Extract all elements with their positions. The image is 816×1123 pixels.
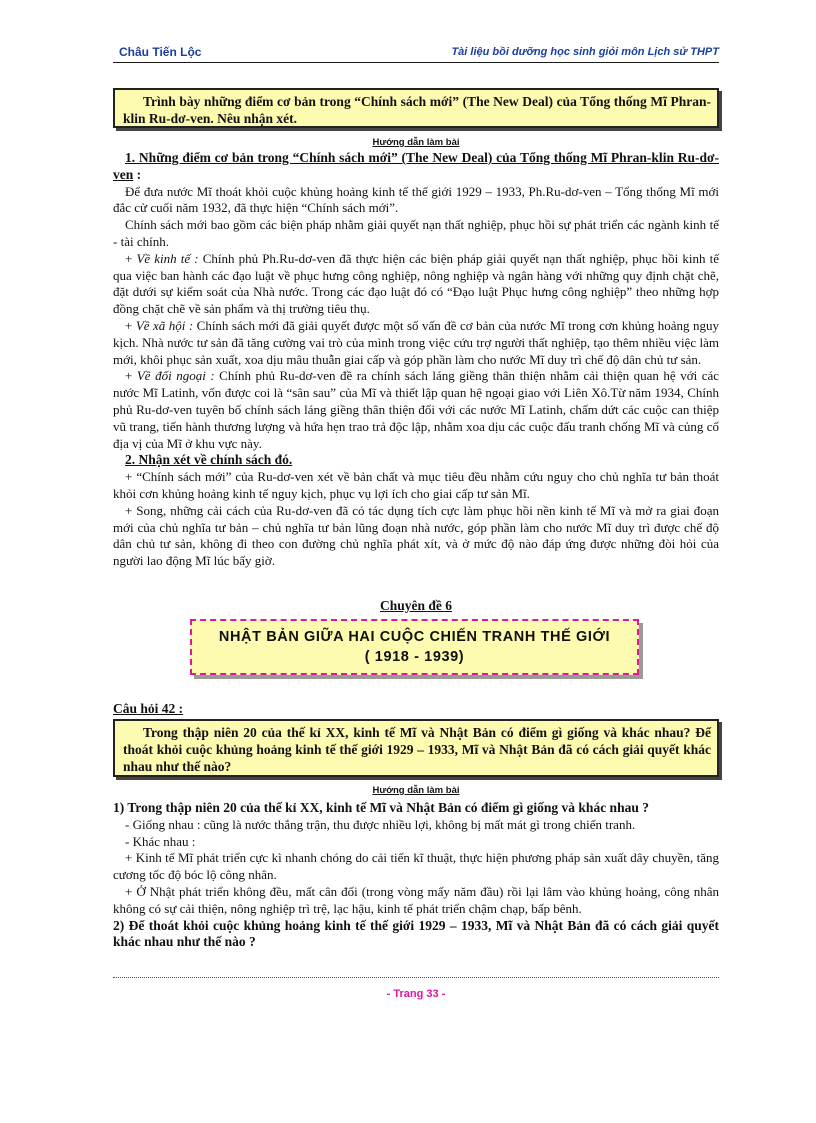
question-box: Trình bày những điểm cơ bản trong “Chính sách mới” (The New Deal) của Tổng thống Mĩ Phran-klin Ru-dơ-ven. Nêu nhận xét. — [113, 88, 719, 128]
paragraph: + Song, những cải cách của Ru-dơ-ven đã có tác dụng tích cực làm phục hồi nền kinh tế Mĩ và mở ra giai đoạn mới của chủ nghĩa tư bản – chủ nghĩa tư bản lũng đoạn nhà nước, góp phần làm cho nước Mĩ duy trì được chế độ dân chủ tư sản, không đi theo con đường chủ nghĩa phát xít, và ở mức độ nào đáp ứng được những đòi hỏi của người lao động Mĩ lúc bấy giờ. — [113, 502, 719, 569]
question-box: Trong thập niên 20 của thế kỉ XX, kinh tế Mĩ và Nhật Bản có điểm gì giống và khác nhau? Để thoát khỏi cuộc khủng hoảng kinh tế thế giới 1929 – 1933, Mĩ và Nhật Bản đã có cách giải quyết khác nhau như thế nào? — [113, 719, 719, 777]
list-item: + Ở Nhật phát triển không đều, mất cân đối (trong vòng mấy năm đầu) rồi lại lâm vào khủng hoảng, công nhân không có sự cải thiện, nông nghiệp trì trệ, lạc hậu, kinh tế phát triển chậm chạp, bấp bênh. — [113, 883, 719, 916]
answer-section-1 — [113, 150, 719, 570]
question-number: Câu hỏi 42 : — [113, 701, 184, 716]
page-number: - Trang 33 - — [386, 988, 446, 1000]
list-item: - Khác nhau : — [125, 833, 196, 849]
topic-title-line1: NHẬT BẢN GIỮA HAI CUỘC CHIẾN TRANH THẾ GIỚI — [218, 629, 611, 645]
section-heading: 1) Trong thập niên 20 của thế kỉ XX, kinh tế Mĩ và Nhật Bản có điểm gì giống và khác nhau ? — [113, 800, 649, 815]
section-heading: 2) Để thoát khỏi cuộc khủng hoảng kinh tế thế giới 1929 – 1933, Mĩ và Nhật Bản đã có cách giải quyết khác nhau như thế nào ? — [113, 917, 719, 950]
paragraph: + “Chính sách mới” của Ru-dơ-ven xét về bản chất và mục tiêu đều nhằm cứu nguy cho chủ nghĩa tư bản thoát khỏi cơn khủng hoảng kinh tế nguy kịch, phục vụ lợi ích cho giai cấp tư sản Mĩ. — [113, 469, 719, 501]
section-heading: 1. Những điểm cơ bản trong “Chính sách mới” (The New Deal) của Tổng thống Mĩ Phran-klin Ru-dơ-ven : — [113, 150, 719, 182]
paragraph: Để đưa nước Mĩ thoát khỏi cuộc khủng hoảng kinh tế thế giới 1929 – 1933, Ph.Ru-dơ-ven – Tổng thống Mĩ mới đắc cử cuối năm 1932, đã thực hiện “Chính sách mới”. — [113, 183, 719, 216]
paragraph: + Về xã hội : Chính sách mới đã giải quyết được một số vấn đề cơ bản của nước Mĩ trong cơn khủng hoảng nguy kịch. Nhà nước tư sản đã tăng cường vai trò của mình trong việc cứu trợ người thất nghiệp, tạo thêm nhiều việc làm mới, khôi phục sản xuất, xoa dịu mâu thuẫn giai cấp và góp phần làm cho nước Mĩ duy trì chế độ dân chủ tư sản. — [113, 317, 719, 367]
footer-divider — [113, 977, 719, 978]
section-heading: 2. Nhận xét về chính sách đó. — [125, 452, 293, 468]
paragraph: + Về đối ngoại : Chính phủ Ru-dơ-ven đề ra chính sách láng giềng thân thiện nhằm cải thiện quan hệ với các nước Mĩ Latinh, vốn được coi là “sân sau” của Mĩ và thiết lập quan hệ ngoại giao với Liên Xô.Từ năm 1934, Chính phủ Ru-dơ-ven tuyên bố chính sách láng giềng thân thiện đối với các nước Mĩ Latinh, chấm dứt các cuộc can thiệp vũ trang, tiến hành thương lượng và hứa hẹn trao trả độc lập, nhằm xoa dịu các cuộc đấu tranh chống Mĩ và củng cố địa vị của Mĩ ở khu vực này. — [113, 368, 720, 451]
guide-heading: Hướng dẫn làm bài — [372, 137, 460, 148]
guide-heading: Hướng dẫn làm bài — [372, 785, 460, 796]
list-item: + Kinh tế Mĩ phát triển cực kì nhanh chóng do cải tiến kĩ thuật, thực hiện phương pháp sản xuất dây chuyền, tăng cương tốc độ bóc lộ công nhân. — [113, 850, 719, 883]
header-author: Châu Tiến Lộc — [119, 45, 202, 59]
answer-section-2 — [113, 800, 719, 951]
header-doc-title: Tài liệu bồi dưỡng học sinh giỏi môn Lịch sử THPT — [451, 46, 719, 58]
topic-banner — [190, 619, 639, 675]
topic-label: Chuyên đề 6 — [379, 598, 452, 613]
list-item: - Giống nhau : cũng là nước thắng trận, thu được nhiều lợi, không bị mất mát gì trong chiến tranh. — [125, 816, 636, 832]
paragraph: Chính sách mới bao gồm các biện pháp nhằm giải quyết nạn thất nghiệp, phục hồi sự phát triển các ngành kinh tế - tài chính. — [113, 217, 719, 249]
paragraph: + Về kinh tế : Chính phủ Ph.Ru-dơ-ven đã thực hiện các biện pháp giải quyết nạn thất nghiệp, phục hồi kinh tế qua việc ban hành các đạo luật về phục hưng công nghiệp, nông nghiệp và ngân hàng với những quy định chặt chẽ, đặt dưới sự kiểm soát của Nhà nước. Trong các đạo luật đó có “Đạo luật Phục hưng công nghiệp” theo những hợp đồng chặt chẽ về sản phẩm và thị trường tiêu thụ. — [113, 250, 719, 317]
page-header — [113, 44, 719, 63]
topic-title-line2: ( 1918 - 1939) — [364, 649, 465, 665]
